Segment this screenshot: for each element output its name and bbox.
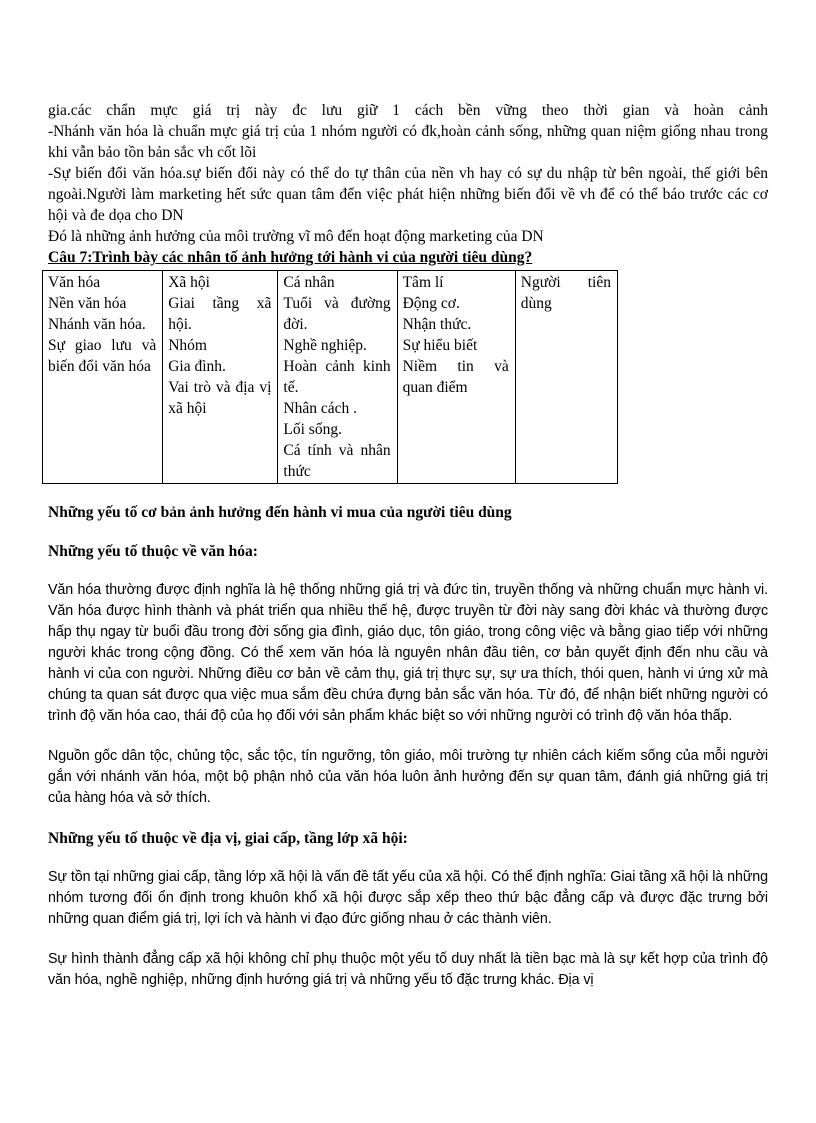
factors-table xyxy=(42,270,618,484)
table-cell-personal xyxy=(278,271,397,484)
cell-item: Nhận thức. xyxy=(402,316,472,333)
paragraph-subculture: -Nhánh văn hóa là chuẩn mực giá trị của 1 nhóm người có đk,hoàn cảnh sống, những quan niệm giống nhau trong khi vẫn bảo tồn bản sắc vh cốt lõi xyxy=(48,123,768,161)
cell-item: Hoàn cảnh kinh tế. xyxy=(283,358,391,396)
paragraph-culture-change: -Sự biến đổi văn hóa.sự biến đổi này có thể do tự thân của nền vh hay có sự du nhập từ bên ngoài, thế giới bên ngoài.Người làm marketing hết sức quan tâm đến việc phát hiện những biến đổi về vh để có thể báo trước các cơ hội và đe dọa cho DN xyxy=(48,165,768,224)
document-page xyxy=(48,100,768,1010)
cell-item: Sự giao lưu và biến đổi văn hóa xyxy=(48,337,157,375)
culture-paragraph-definition: Văn hóa thường được định nghĩa là hệ thống những giá trị và đức tin, truyền thống và những chuẩn mực hành vi. Văn hóa được hình thành và phát triển qua nhiều thế hệ, được truyền từ đời này sang đời khác và thường được hấp thụ ngay từ buổi đầu trong đời sống gia đình, giáo dục, tôn giáo, trong công việc và bằng giao tiếp với những người khác trong cộng đồng. Có thể xem văn hóa là nguyên nhân đầu tiên, cơ bản quyết định đến nhu cầu và hành vi của con người. Những điều cơ bản về cảm thụ, giá trị thực sự, sự ưa thích, thói quen, hành vi ứng xử mà chúng ta quan sát được qua việc mua sắm đều chứa đựng bản sắc văn hóa. Từ đó, để nhận biết những người có trình độ văn hóa cao, thái độ của họ đối với sản phẩm khác biệt so với những người có trình độ văn hóa thấp. xyxy=(48,582,768,724)
cell-item: Cá nhân xyxy=(283,274,335,291)
social-paragraph-formation: Sự hình thành đẳng cấp xã hội không chỉ phụ thuộc một yếu tố duy nhất là tiền bạc mà là sự kết hợp của trình độ văn hóa, nghề nghiệp, những định hướng giá trị và những yếu tố đặc trưng khác. Địa vị xyxy=(48,951,768,988)
main-heading: Những yếu tố cơ bản ảnh hưởng đến hành vi mua của người tiêu dùng xyxy=(48,504,512,521)
cell-item: Giai tầng xã hội. xyxy=(168,295,272,333)
cell-item: Niềm tin và quan điểm xyxy=(402,358,509,396)
culture-section-heading: Những yếu tố thuộc về văn hóa: xyxy=(48,543,258,560)
cell-item: Văn hóa xyxy=(48,274,101,291)
social-paragraph-definition: Sự tồn tại những giai cấp, tầng lớp xã hội là vấn đề tất yếu của xã hội. Có thể định nghĩa: Giai tầng xã hội là những nhóm tương đối ổn định trong khuôn khổ xã hội được sắp xếp theo thứ bậc đẳng cấp và được đặc trưng bởi những quan điểm giá trị, lợi ích và hành vi đạo đức giống nhau ở các thành viên. xyxy=(48,869,768,927)
paragraph-culture-norms: gia.các chẩn mực giá trị này đc lưu giữ 1 cách bền vững theo thời gian và hoàn cảnh xyxy=(48,102,768,119)
cell-item: Nhánh văn hóa. xyxy=(48,316,146,333)
table-cell-culture xyxy=(43,271,163,484)
cell-item: Xã hội xyxy=(168,274,210,291)
cell-item: Tâm lí xyxy=(402,274,444,291)
table-row xyxy=(43,271,618,484)
cell-item: Nghề nghiệp. xyxy=(283,337,367,354)
cell-item: Nền văn hóa xyxy=(48,295,127,312)
cell-item: Lối sống. xyxy=(283,421,342,438)
intro-text-block xyxy=(48,100,768,247)
table-cell-consumer xyxy=(515,271,617,484)
table-cell-society xyxy=(163,271,278,484)
social-section-heading: Những yếu tố thuộc về địa vị, giai cấp, tầng lớp xã hội: xyxy=(48,830,408,847)
cell-item: Vai trò và địa vị xã hội xyxy=(168,379,272,417)
cell-item: Cá tính và nhân thức xyxy=(283,442,391,480)
cell-item: Người tiên dùng xyxy=(520,274,611,312)
table-cell-psychology xyxy=(397,271,515,484)
cell-item: Sự hiểu biết xyxy=(402,337,478,354)
cell-item: Gia đình. xyxy=(168,358,226,375)
cell-item: Tuổi và đường đời. xyxy=(283,295,391,333)
culture-paragraph-origins: Nguồn gốc dân tộc, chủng tộc, sắc tộc, tín ngưỡng, tôn giáo, môi trường tự nhiên cách kiếm sống của mỗi người gắn với nhánh văn hóa, một bộ phận nhỏ của văn hóa luôn ảnh hưởng đến sự quan tâm, đánh giá những giá trị của hàng hóa và sở thích. xyxy=(48,748,768,806)
paragraph-macro-conclusion: Đó là những ảnh hưởng của môi trường vĩ mô đến hoạt động marketing của DN xyxy=(48,228,544,245)
main-text-block xyxy=(48,502,768,991)
cell-item: Nhóm xyxy=(168,337,207,354)
cell-item: Động cơ. xyxy=(402,295,460,312)
question-7-heading: Câu 7:Trình bày các nhân tố ảnh hưởng tới hành vi của người tiêu dùng? xyxy=(48,249,533,266)
cell-item: Nhân cách . xyxy=(283,400,357,417)
